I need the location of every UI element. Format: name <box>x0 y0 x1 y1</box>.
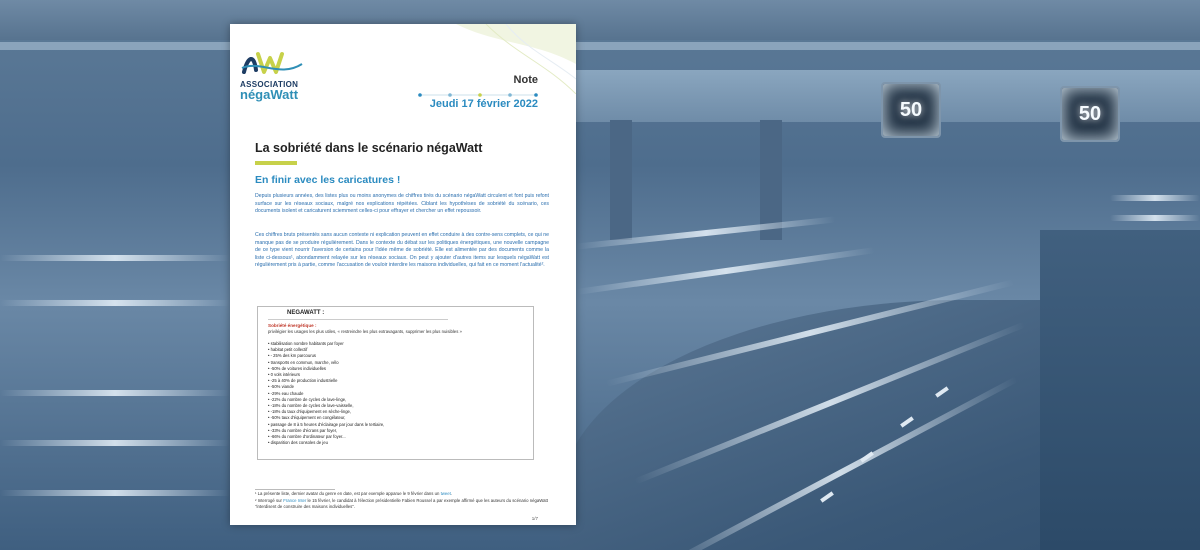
speed-sign: 50 <box>1060 86 1120 142</box>
document-page <box>230 24 576 525</box>
list-item: • habitat petit collectif <box>268 347 308 353</box>
box-heading: NEGAWATT : <box>287 310 325 316</box>
footnote-1-text: ¹ La présente liste, dernier avatar du genre en date, est par exemple apparue le 9 février dans un <box>255 491 441 496</box>
footnote-rule <box>255 489 335 490</box>
list-item: • -22% du nombre de cycles de lave-linge, <box>268 396 347 402</box>
light-streak <box>0 440 230 446</box>
list-item: • -18% du taux d'équipement en sèche-linge, <box>268 409 352 415</box>
footnote-2-prefix: ² Interrogé sur <box>255 498 284 503</box>
pillar <box>610 120 632 240</box>
list-item: • -18% du nombre de cycles de lave-vaisselle, <box>268 403 354 409</box>
light-streak <box>0 255 230 261</box>
list-item: • -50% de voitures individuelles <box>268 365 327 371</box>
context-paragraph: Ces chiffres bruts présentés sans aucun contexte ni explication peuvent en effet conduire à des contre-sens complets, ce qui ne manque pas de se produire régulièrement. Dans le contexte du débat sur les politiques énergétiques, une nouvelle campagne de ce type vient nourrir l'aversion de certains pour l'idée même de sobriété. Elle est alimentée par des documents comme la liste ci-dessous¹, abondamment relayée sur les réseaux sociaux. On peut y ajouter d'autres items sur lesquels négaWatt est régulièrement pris à partie, comme l'accusation de vouloir interdire les maisons individuelles, qui fait en ce moment l'actualité². <box>255 232 549 269</box>
note-label: Note <box>513 74 538 86</box>
list-item: • stabilisation nombre habitants par foyer <box>268 341 344 346</box>
list-item: • - 25% des km parcourus <box>268 353 317 359</box>
france-inter-link[interactable]: France Inter <box>283 498 307 503</box>
footnote-1: ¹ La présente liste, dernier avatar du genre en date, est par exemple apparue le 9 février dans un tweet. <box>255 491 453 496</box>
intro-paragraph: Depuis plusieurs années, des listes plus ou moins anonymes de chiffres tirés du scénario négaWatt circulent et font puis refont surface sur les réseaux sociaux, malgré nos explications répétées. Ciblant les hypothèses de sobriété du scénario, ces documents isolent et caricaturent sciemment celles-ci pour effrayer et chercher un effet repoussoir. <box>255 193 549 215</box>
upper-rail <box>0 42 1200 50</box>
list-item: • -29% eau chaude <box>268 390 304 396</box>
document-subtitle: En finir avec les caricatures ! <box>255 174 401 186</box>
list-item: • -50% taux d'équipement en congélateur, <box>268 415 346 421</box>
logo-brand-text: négaWatt <box>240 87 299 102</box>
logo-mark-icon <box>240 48 304 78</box>
negawatt-list-box <box>257 306 534 460</box>
list-item: • passage de 8 à 5 heures d'éclairage par jour dans le tertiaire, <box>268 421 385 427</box>
logo-association-text: ASSOCIATION <box>240 80 299 89</box>
light-streak <box>0 390 230 396</box>
list-item: • disparition des consoles de jeu <box>268 440 328 446</box>
light-streak <box>0 300 230 306</box>
box-label: Sobriété énergétique : <box>268 323 317 328</box>
list-item: • -66% du nombre d'ordinateur par foyer... <box>268 434 346 440</box>
light-streak <box>577 247 875 295</box>
sobriety-list <box>268 341 384 446</box>
corner-decoration <box>426 24 576 94</box>
note-date: Jeudi 17 février 2022 <box>429 98 538 110</box>
speed-sign: 50 <box>881 82 941 138</box>
list-item: • -33% du nombre d'écrans par foyer, <box>268 427 338 433</box>
list-item: • 0 vols intérieurs <box>268 372 300 378</box>
footnote-2-text: le 15 février, le candidat à l'élection présidentielle Fabien Roussel a par exemple affirmé que les auteurs du scénario négaWatt "interdisent de construire des maisons individuelles". <box>255 498 548 509</box>
box-divider <box>268 319 448 320</box>
parking-ceiling <box>0 0 1200 40</box>
title-underline <box>255 161 297 165</box>
light-streak <box>0 490 230 496</box>
tunnel-wall <box>1040 230 1200 550</box>
list-item: • -50% viande <box>268 384 294 390</box>
negawatt-logo <box>240 48 310 101</box>
footnote-2 <box>255 498 555 510</box>
light-streak <box>1110 195 1200 201</box>
box-description: privilégier les usages les plus utiles, « restreindre les plus extravagants, supprimer les plus nuisibles » <box>268 329 462 334</box>
list-item: • -25 à 40% de production industrielle <box>268 378 338 384</box>
document-title: La sobriété dans le scénario négaWatt <box>255 141 483 155</box>
page-number: 1/7 <box>531 516 538 521</box>
list-item: • transports en commun, marche, vélo <box>268 359 339 365</box>
tweet-link[interactable]: tweet <box>440 491 451 496</box>
light-streak <box>1110 215 1200 221</box>
